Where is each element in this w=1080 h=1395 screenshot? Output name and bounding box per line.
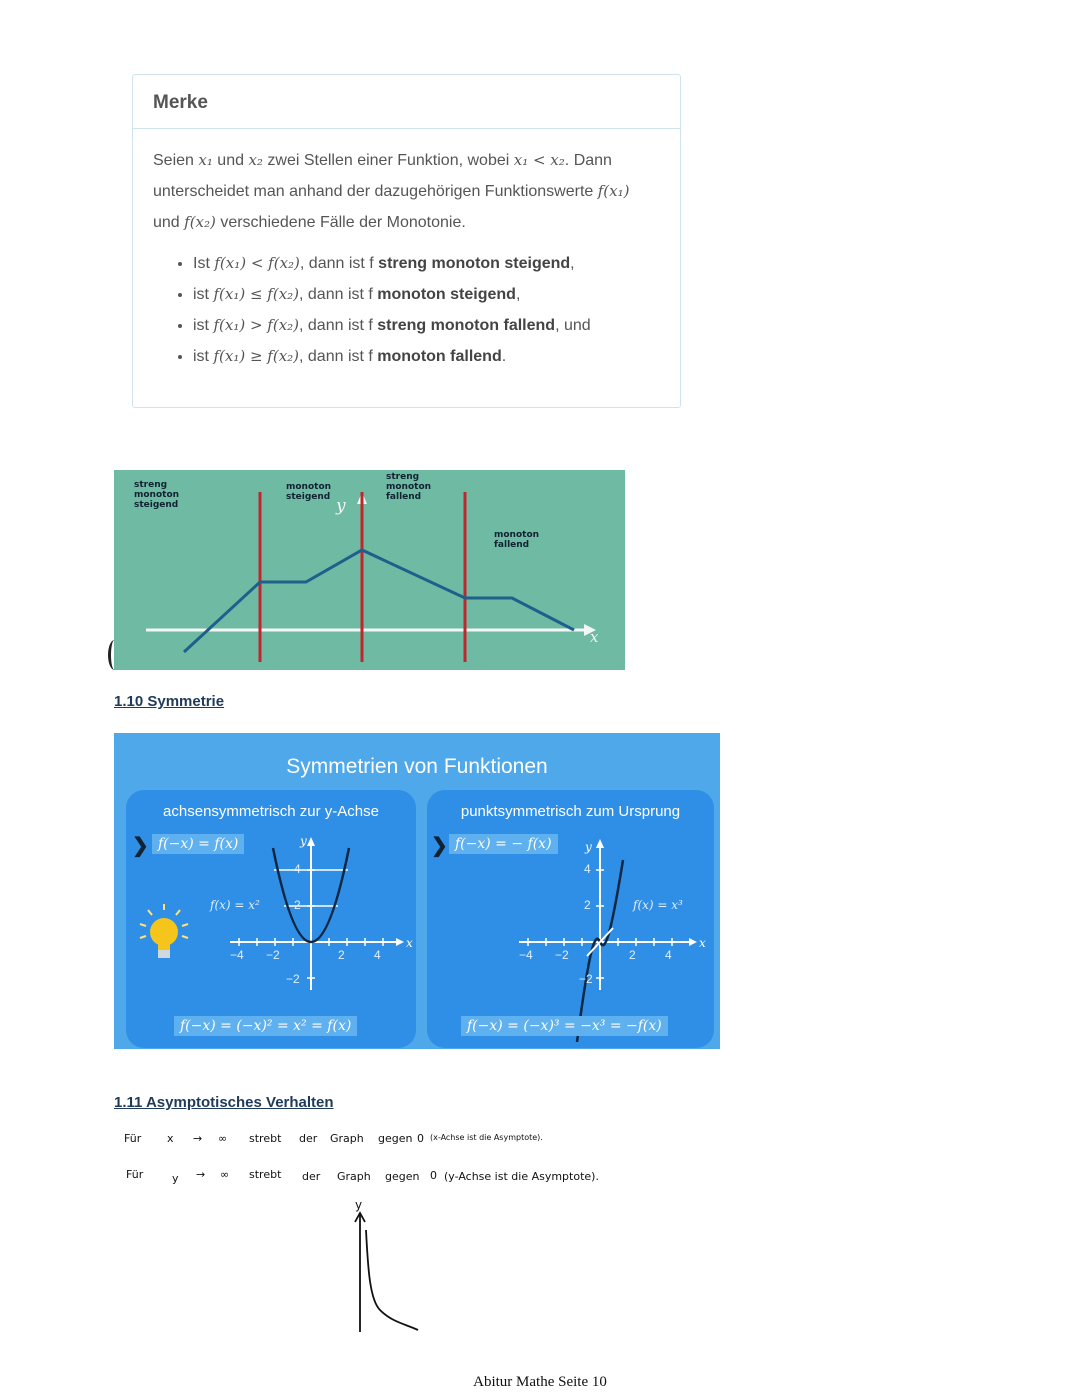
tick-label: 4 bbox=[374, 948, 381, 962]
chevron-right-icon: ❯ bbox=[132, 835, 149, 857]
bottom-formula: f(−x) = (−x)³ = −x³ = −f(x) bbox=[461, 1016, 668, 1036]
tick-label: 2 bbox=[294, 898, 301, 912]
panel-title: achsensymmetrisch zur y-Achse bbox=[163, 803, 379, 820]
panel-title: punktsymmetrisch zum Ursprung bbox=[460, 803, 681, 820]
label-streng-monoton-fallend: streng monoton fallend bbox=[386, 472, 432, 502]
x-axis-arrow bbox=[689, 938, 697, 946]
y-axis-label: y bbox=[585, 840, 592, 854]
list-item: • ist f(x₁) > f(x₂), dann ist f streng monoton fallend, und bbox=[193, 310, 660, 341]
rule-formula: f(−x) = f(x) bbox=[152, 834, 244, 854]
merke-intro: Seien x₁ und x₂ zwei Stellen einer Funktion, wobei x₁ < x₂. Dann unterscheidet man anhand der dazugehörigen Funktionswerte f(x₁) und f(x₂) verschiedene Fälle der Monotonie. • Ist f(x₁) < f(x₂), dann ist f streng monoton steigend, • ist f(x₁) ≤ f(x₂), dann ist f monoton steigend, • ist f(x₁) > f(x₂), dann ist f streng monoton fallend, und • ist f(x₁) ≥ f(x₂), dann ist f monoton fallend. bbox=[133, 129, 680, 372]
asymptote-sketch bbox=[350, 1210, 430, 1335]
function-label: f(x) = x³ bbox=[633, 898, 683, 912]
monotonie-list bbox=[153, 248, 660, 372]
tick-label: −4 bbox=[519, 948, 533, 962]
merke-box bbox=[132, 74, 681, 408]
tick-label: 2 bbox=[584, 898, 591, 912]
section-heading-symmetrie: 1.10 Symmetrie bbox=[114, 693, 225, 710]
x-axis-label: x bbox=[699, 936, 706, 950]
list-item: • ist f(x₁) ≤ f(x₂), dann ist f monoton steigend, bbox=[193, 279, 660, 310]
function-label: f(x) = x² bbox=[210, 898, 260, 912]
list-item: • ist f(x₁) ≥ f(x₂), dann ist f monoton fallend. bbox=[193, 341, 660, 372]
y-axis-arrow bbox=[596, 839, 604, 848]
tick-label: −2 bbox=[579, 972, 593, 986]
symmetrie-graphic bbox=[114, 733, 720, 1049]
tick-label: −2 bbox=[266, 948, 280, 962]
page-footer: Abitur Mathe Seite 10 bbox=[473, 1374, 607, 1390]
label-monoton-fallend: monoton fallend bbox=[494, 530, 540, 550]
x-axis-label: x bbox=[590, 628, 599, 646]
cubic-plot bbox=[427, 790, 714, 1048]
panel-achsensymmetrisch bbox=[126, 790, 416, 1048]
tick-label: 4 bbox=[584, 862, 591, 876]
bottom-formula: f(−x) = (−x)² = x² = f(x) bbox=[174, 1016, 357, 1036]
y-axis-arrow bbox=[307, 837, 315, 846]
tick-label: −2 bbox=[286, 972, 300, 986]
panel-punktsymmetrisch bbox=[427, 790, 714, 1048]
monotonie-graphic bbox=[114, 470, 625, 670]
y-axis-label: y bbox=[300, 834, 307, 848]
x-axis-arrow bbox=[396, 938, 404, 946]
tick-label: −4 bbox=[230, 948, 244, 962]
merke-title: Merke bbox=[133, 75, 680, 129]
asymptotic-curve bbox=[366, 1230, 418, 1330]
tick-label: 2 bbox=[629, 948, 636, 962]
tick-label: 2 bbox=[338, 948, 345, 962]
y-axis-label: y bbox=[336, 496, 346, 516]
cut-off-mark bbox=[108, 640, 121, 670]
x-axis-label: x bbox=[406, 936, 413, 950]
symmetrie-title: Symmetrien von Funktionen bbox=[286, 755, 548, 778]
label-streng-monoton-steigend: streng monoton steigend bbox=[134, 480, 180, 510]
list-item: • Ist f(x₁) < f(x₂), dann ist f streng monoton steigend, bbox=[193, 248, 660, 279]
monotonie-plot bbox=[114, 470, 625, 670]
tick-label: 4 bbox=[294, 862, 301, 876]
tick-label: −2 bbox=[555, 948, 569, 962]
rule-formula: f(−x) = − f(x) bbox=[449, 834, 558, 854]
tick-label: 4 bbox=[665, 948, 672, 962]
lightbulb-icon bbox=[134, 900, 194, 970]
function-graph bbox=[184, 550, 574, 652]
y-axis-label: y bbox=[355, 1198, 363, 1212]
chevron-right-icon: ❯ bbox=[431, 835, 448, 857]
section-heading-asymptotisch: 1.11 Asymptotisches Verhalten bbox=[114, 1094, 334, 1111]
label-monoton-steigend: monoton steigend bbox=[286, 482, 332, 502]
